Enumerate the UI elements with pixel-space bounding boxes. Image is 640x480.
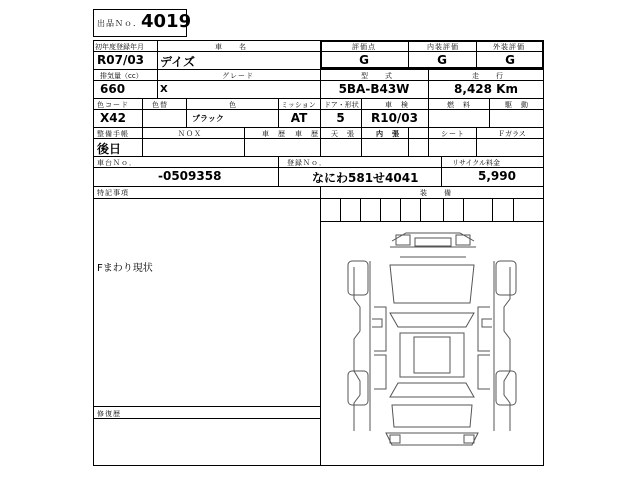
lot-label: 出品Ｎｏ．: [97, 19, 142, 28]
door-value: 5: [336, 111, 345, 125]
displacement-value: 660: [100, 82, 126, 96]
history-label-1: 車 歴: [262, 130, 286, 138]
door-label: ドア・形状: [324, 101, 359, 109]
nox-label: ＮＯＸ: [178, 130, 202, 138]
maintenance-label: 整備手帳: [97, 130, 129, 138]
interior-trim-label: 内 張: [376, 130, 400, 138]
interior-score-label: 内装評価: [427, 43, 459, 51]
notes-label: 特記事項: [97, 189, 129, 197]
displacement-label: 排気量（cc）: [100, 72, 143, 80]
recycle-value: 5,990: [478, 169, 516, 183]
lot-number: 4019: [141, 11, 192, 32]
chassis-label: 車台Ｎｏ．: [97, 159, 137, 167]
mission-value: AT: [290, 111, 308, 125]
seat-label: シート: [441, 130, 465, 138]
exterior-score-value: G: [505, 53, 515, 67]
mission-label: ミッション: [281, 101, 316, 109]
drive-label: 駆 動: [505, 101, 529, 109]
grade-label: グレード: [222, 72, 254, 80]
color-label: 色: [229, 101, 237, 109]
roof-label: 天 張: [331, 130, 355, 138]
reg-label: 初年度登録年月: [95, 43, 144, 51]
grade-value: X: [160, 84, 168, 95]
exterior-score-label: 外装評価: [493, 43, 525, 51]
color-value: ブラック: [192, 114, 224, 123]
equipment-label: 装 備: [420, 189, 452, 197]
mileage-value: 8,428 Km: [454, 82, 518, 96]
mileage-label: 走 行: [472, 72, 504, 80]
inspection-label: 車 検: [385, 101, 409, 109]
reg-value: R07/03: [97, 53, 145, 67]
model-label: 型 式: [361, 72, 393, 80]
plate-value: なにわ581せ4041: [312, 171, 419, 185]
chassis-value: -0509358: [158, 169, 222, 183]
inspection-value: R10/03: [370, 111, 419, 125]
maintenance-value: 後日: [97, 142, 122, 156]
score-value: G: [359, 53, 369, 67]
color-change-label: 色替: [152, 101, 168, 109]
repair-label: 修復歴: [97, 410, 121, 418]
fglass-label: Ｆガラス: [498, 130, 526, 138]
color-code-label: 色コード: [97, 101, 129, 109]
plate-label: 登録Ｎｏ．: [287, 159, 327, 167]
note-text: Fまわり現状: [97, 263, 153, 274]
history-label-2: 車 歴: [295, 130, 319, 138]
car-name-label: 車 名: [215, 43, 247, 51]
color-code-value: X42: [100, 111, 126, 125]
car-diagram: [320, 221, 544, 466]
fuel-label: 燃 料: [447, 101, 471, 109]
car-name-value: デイズ: [160, 55, 196, 69]
model-value: 5BA-B43W: [338, 82, 410, 96]
score-label: 評価点: [352, 43, 376, 51]
recycle-label: リサイクル料金: [452, 159, 501, 167]
interior-score-value: G: [437, 53, 447, 67]
